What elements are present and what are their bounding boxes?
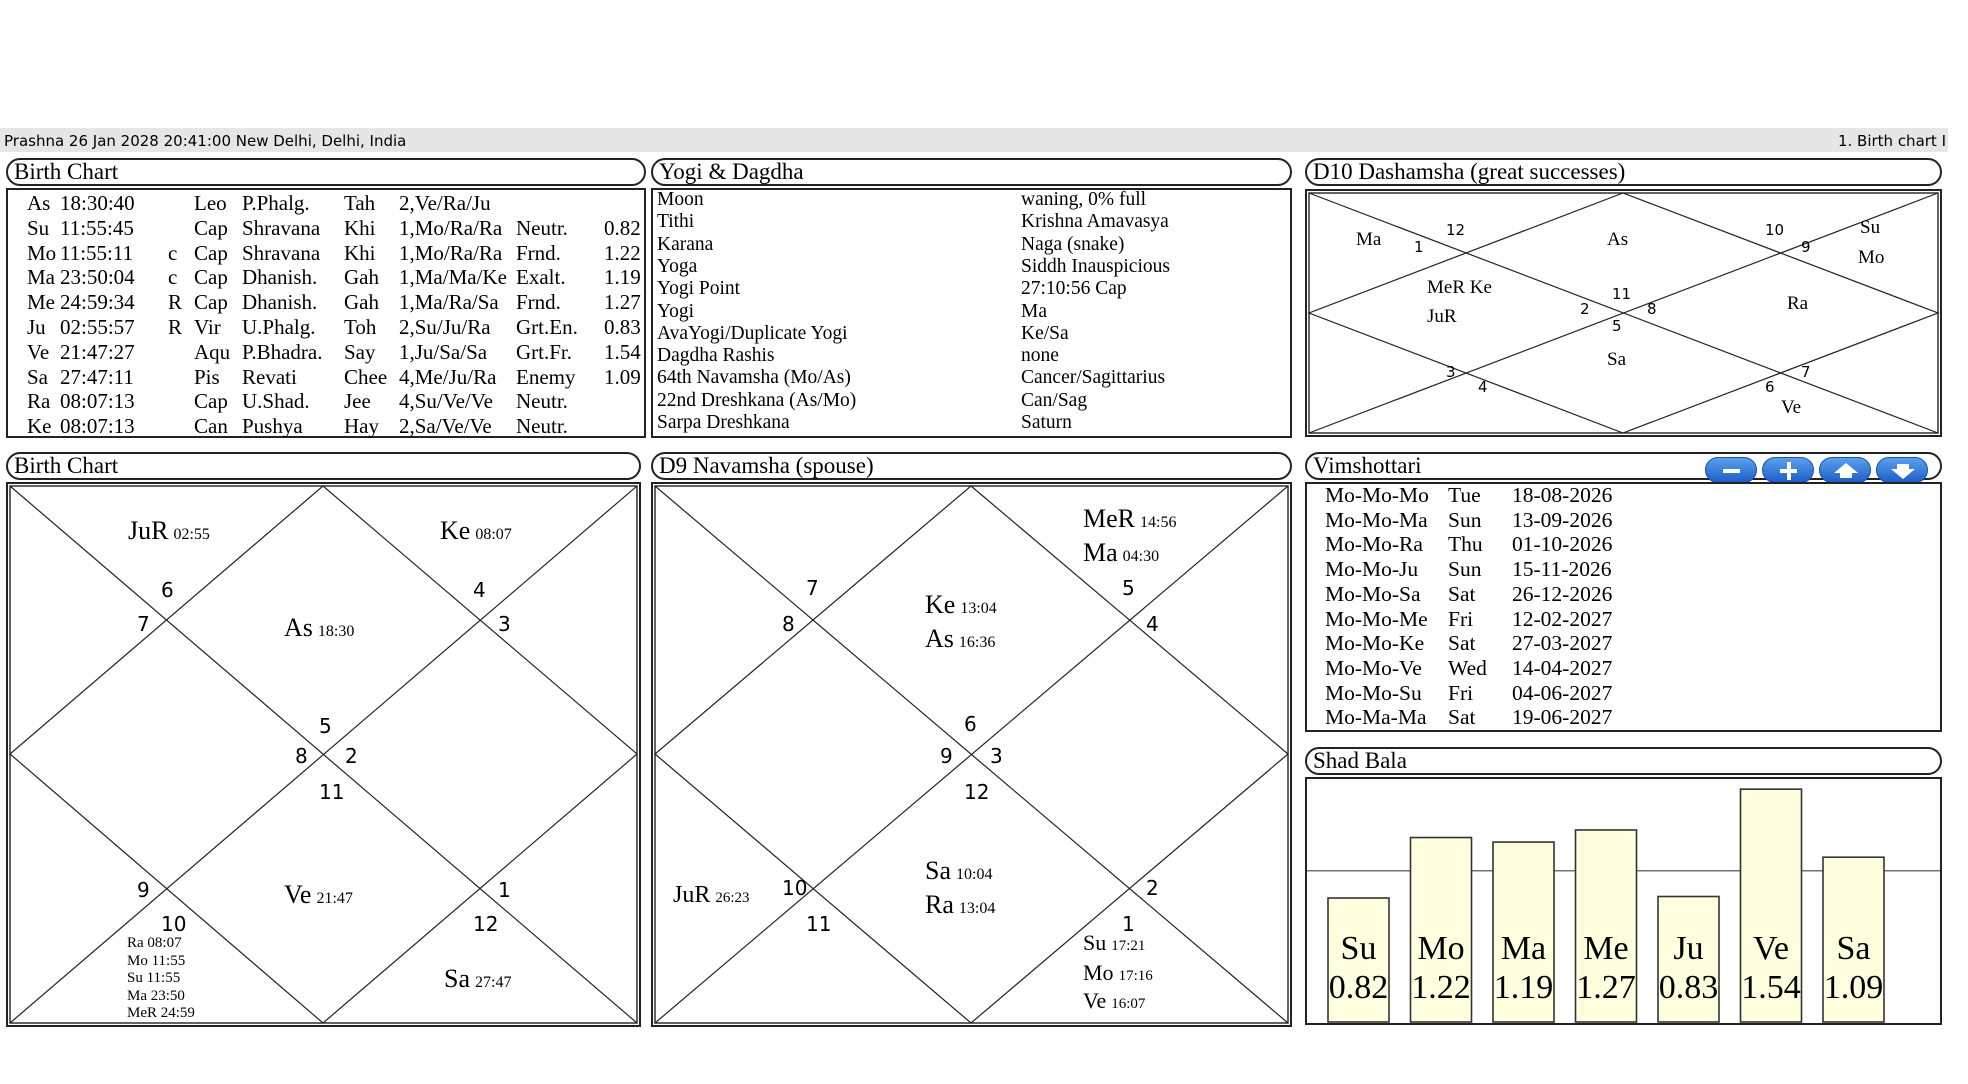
- planet-position: [444, 964, 511, 994]
- planet-cell-pad: Khi: [344, 240, 376, 265]
- planet-cell-pad: Tah: [344, 191, 376, 215]
- planet-cell-nak: Pushya: [242, 414, 303, 439]
- birth-table-title[interactable]: Birth Chart: [6, 158, 646, 186]
- house-number: 10: [161, 912, 187, 936]
- house-number: 7: [806, 576, 819, 600]
- planet-position: [673, 882, 750, 909]
- house-number: 3: [1446, 363, 1456, 381]
- chart-info-text: Prashna 26 Jan 2028 20:41:00 New Delhi, Delhi, India: [4, 132, 407, 150]
- house-number: 4: [1478, 378, 1488, 396]
- planet-cell-rel: Frnd.: [516, 290, 561, 315]
- small-planet-label: Su 11:55: [127, 970, 181, 986]
- planet-cell-nak: Shravana: [242, 215, 321, 240]
- planet-cell-nak: U.Phalg.: [242, 315, 316, 339]
- planet-position: [925, 890, 995, 920]
- planet-name: Su: [1083, 930, 1107, 955]
- small-planet-label: Ra 08:07: [127, 935, 182, 951]
- dasha-day: Sat: [1448, 581, 1476, 606]
- arrow-up-icon: [1820, 458, 1872, 484]
- planet-degree: 17:16: [1118, 968, 1153, 984]
- planet-cell-lords: 2,Sa/Ve/Ve: [399, 414, 492, 439]
- dasha-period[interactable]: Mo-Mo-Ma: [1325, 507, 1428, 532]
- bar-value-label: 1.19: [1493, 969, 1554, 1006]
- house-number: 12: [964, 780, 990, 804]
- planet-degree: 17:21: [1111, 938, 1146, 954]
- planet-cell-pl: Su: [27, 215, 50, 240]
- planet-cell-nak: Shravana: [242, 240, 321, 265]
- house-number: 8: [1647, 300, 1657, 318]
- planet-cell-pl: Me: [27, 290, 55, 315]
- dasha-date: 04-06-2027: [1512, 680, 1613, 705]
- birth-chart-title[interactable]: Birth Chart: [6, 452, 641, 480]
- bar-category-label: Ju: [1673, 930, 1704, 967]
- dasha-day: Fri: [1448, 680, 1474, 705]
- bar-value-label: 1.27: [1576, 969, 1636, 1006]
- d10-chart[interactable]: [1305, 189, 1942, 437]
- house-number: 9: [1801, 238, 1811, 256]
- planet-cell-deg: 11:55:45: [60, 215, 134, 240]
- planet-position: [284, 613, 354, 643]
- planet-degree: 13:04: [960, 600, 997, 617]
- planet-cell-lords: 4,Su/Ve/Ve: [399, 389, 493, 414]
- planet-name: Ke: [925, 590, 956, 619]
- yogi-value: Siddh Inauspicious: [1021, 255, 1170, 277]
- planet-name: MeR: [1083, 504, 1135, 533]
- planet-position: [925, 590, 997, 620]
- planet-cell-rel: Enemy: [516, 364, 576, 389]
- planet-cell-deg: 08:07:13: [60, 414, 135, 439]
- planet-degree: 16:36: [958, 634, 996, 651]
- small-planet-label: MeR 24:59: [127, 1005, 195, 1021]
- yogi-value: Ke/Sa: [1021, 322, 1069, 344]
- vimshottari-title[interactable]: Vimshottari: [1305, 452, 1942, 480]
- yogi-value: none: [1021, 345, 1059, 367]
- house-number: 12: [473, 912, 499, 936]
- planet-degree: 21:47: [316, 890, 353, 907]
- planet-position: [1083, 988, 1145, 1014]
- house-number: 10: [1765, 221, 1785, 239]
- house-number: 1: [1122, 912, 1135, 936]
- planet-cell-lords: 4,Me/Ju/Ra: [399, 364, 497, 389]
- house-number: 4: [1146, 612, 1159, 636]
- yogi-value: Can/Sag: [1021, 389, 1088, 411]
- planet-position: [1083, 930, 1145, 956]
- bar-value-label: 1.54: [1741, 969, 1801, 1006]
- dasha-period[interactable]: Mo-Mo-Ke: [1325, 631, 1425, 656]
- birth-chart-lines: [8, 484, 639, 1025]
- house-number: 4: [473, 578, 486, 602]
- planet-cell-sign: Vir: [194, 315, 221, 339]
- dasha-period[interactable]: Mo-Mo-Su: [1325, 680, 1422, 705]
- house-number: 2: [1580, 300, 1590, 318]
- planet-degree: 13:04: [958, 900, 996, 917]
- planet-cell-sb: 1.27: [604, 290, 641, 315]
- birth-chart[interactable]: [6, 482, 641, 1027]
- planet-label: As: [1607, 229, 1629, 250]
- planet-name: Mo: [1083, 960, 1114, 985]
- planet-cell-nak: P.Bhadra.: [242, 339, 323, 364]
- yogi-value: Saturn: [1021, 412, 1072, 433]
- d10-title[interactable]: D10 Dashamsha (great successes): [1305, 158, 1942, 186]
- planet-cell-pad: Gah: [344, 265, 379, 290]
- plus-icon: [1763, 458, 1815, 484]
- planet-name: As: [925, 624, 954, 653]
- planet-cell-deg: 02:55:57: [60, 315, 135, 339]
- planet-cell-pl: Ra: [27, 389, 51, 414]
- planet-cell-flag: R: [168, 315, 183, 339]
- planet-cell-nak: Dhanish.: [242, 265, 318, 290]
- yogi-key: Yogi: [657, 300, 695, 322]
- planet-degree: 18:30: [317, 623, 355, 640]
- dasha-period[interactable]: Mo-Mo-Sa: [1325, 581, 1421, 606]
- planet-cell-pad: Say: [344, 339, 376, 364]
- planet-cell-sign: Leo: [194, 191, 227, 215]
- status-bar: [0, 128, 1948, 152]
- planet-position: [128, 516, 210, 546]
- planet-label: Mo: [1858, 247, 1885, 268]
- planet-degree: 10:04: [956, 866, 993, 883]
- bar-category-label: Me: [1583, 930, 1629, 967]
- d9-title[interactable]: D9 Navamsha (spouse): [651, 452, 1292, 480]
- house-number: 12: [1446, 221, 1466, 239]
- planet-name: Sa: [925, 856, 951, 885]
- house-number: 3: [498, 612, 511, 636]
- dasha-day: Fri: [1448, 606, 1474, 631]
- dasha-date: 26-12-2026: [1512, 581, 1613, 606]
- planet-label: Ve: [1781, 397, 1802, 418]
- planet-cell-flag: c: [168, 265, 178, 290]
- house-number: 7: [137, 612, 150, 636]
- planet-position: [440, 516, 512, 546]
- planet-cell-pad: Toh: [344, 315, 377, 339]
- bar-category-label: Ma: [1500, 930, 1547, 967]
- chart-page-label[interactable]: 1. Birth chart I: [1837, 132, 1946, 150]
- dasha-date: 14-04-2027: [1512, 655, 1613, 680]
- yogi-value: Ma: [1021, 300, 1047, 322]
- planet-label: Ra: [1787, 293, 1809, 314]
- planet-cell-pl: Ve: [27, 339, 50, 364]
- bar-category-label: Su: [1340, 930, 1377, 967]
- bar-category-label: Sa: [1836, 930, 1871, 967]
- planet-cell-pl: Mo: [27, 240, 57, 265]
- yogi-value: 27:10:56 Cap: [1021, 278, 1127, 300]
- planet-degree: 04:30: [1122, 548, 1160, 565]
- planet-cell-deg: 08:07:13: [60, 389, 135, 414]
- planet-table: [6, 188, 646, 438]
- planet-degree: 27:47: [475, 974, 512, 991]
- planet-cell-rel: Grt.En.: [516, 315, 578, 339]
- dasha-date: 18-08-2026: [1512, 483, 1613, 507]
- planet-cell-sign: Can: [194, 414, 228, 439]
- yogi-key: Dagdha Rashis: [657, 345, 775, 367]
- yogi-value: waning, 0% full: [1021, 189, 1147, 210]
- shad-bala-svg: [1307, 779, 1940, 1023]
- bar-value-label: 1.09: [1823, 969, 1884, 1006]
- yogi-table: [651, 188, 1292, 438]
- planet-position: [1083, 538, 1159, 568]
- planet-cell-nak: P.Phalg.: [242, 191, 310, 215]
- yogi-value: Naga (snake): [1021, 233, 1125, 255]
- dasha-date: 12-02-2027: [1512, 606, 1613, 631]
- house-number: 8: [782, 612, 795, 636]
- house-number: 6: [161, 578, 174, 602]
- house-number: 10: [782, 876, 808, 900]
- planet-cell-deg: 18:30:40: [60, 191, 135, 215]
- planet-cell-rel: Grt.Fr.: [516, 339, 573, 364]
- house-number: 1: [498, 878, 511, 902]
- planet-name: JuR: [128, 516, 169, 545]
- dasha-date: 13-09-2026: [1512, 507, 1613, 532]
- planet-cell-lords: 1,Ju/Sa/Sa: [399, 339, 488, 364]
- house-number: 5: [1612, 317, 1622, 335]
- bar-value-label: 0.83: [1658, 969, 1719, 1006]
- minus-icon: [1706, 458, 1758, 484]
- bar-value-label: 1.22: [1411, 969, 1471, 1006]
- dasha-day: Sun: [1448, 507, 1482, 532]
- scroll-up-button[interactable]: [1819, 457, 1871, 483]
- planet-cell-nak: Dhanish.: [242, 290, 318, 315]
- planet-cell-deg: 24:59:34: [60, 290, 135, 315]
- dasha-date: 19-06-2027: [1512, 705, 1613, 730]
- yogi-dagdha-title[interactable]: Yogi & Dagdha: [651, 158, 1292, 186]
- d9-chart-lines: [653, 484, 1290, 1025]
- house-number: 5: [319, 714, 332, 738]
- panel-separator: [642, 750, 651, 1020]
- small-planet-label: Ma 23:50: [127, 987, 185, 1004]
- planet-cell-deg: 11:55:11: [60, 240, 134, 265]
- planet-cell-rel: Neutr.: [516, 389, 568, 414]
- planet-cell-deg: 27:47:11: [60, 364, 134, 389]
- planet-cell-lords: 2,Ve/Ra/Ju: [399, 191, 491, 215]
- yogi-key: Tithi: [657, 211, 695, 233]
- minus-button[interactable]: [1705, 457, 1757, 483]
- house-number: 3: [990, 744, 1003, 768]
- dasha-day: Sun: [1448, 557, 1482, 582]
- planet-cell-lords: 2,Su/Ju/Ra: [399, 315, 491, 339]
- vimshottari-list[interactable]: [1305, 482, 1942, 732]
- arrow-down-icon: [1877, 458, 1929, 484]
- planet-position: [925, 856, 992, 886]
- dasha-period[interactable]: Mo-Mo-Ve: [1325, 655, 1422, 680]
- planet-cell-sign: Cap: [194, 290, 228, 315]
- planet-name: Ve: [1083, 988, 1107, 1013]
- planet-name: Ve: [284, 880, 312, 909]
- dasha-period[interactable]: Mo-Mo-Ra: [1325, 532, 1423, 557]
- yogi-key: Yogi Point: [657, 278, 741, 300]
- house-number: 11: [1612, 285, 1632, 303]
- dasha-date: 01-10-2026: [1512, 532, 1613, 557]
- planet-cell-pad: Khi: [344, 215, 376, 240]
- dasha-period[interactable]: Mo-Mo-Ju: [1325, 557, 1419, 582]
- bar-category-label: Ve: [1753, 930, 1789, 967]
- planet-cell-pad: Gah: [344, 290, 379, 315]
- planet-cell-pl: As: [27, 191, 51, 215]
- planet-cell-sign: Pis: [194, 364, 220, 389]
- yogi-value: Cancer/Sagittarius: [1021, 367, 1166, 389]
- planet-cell-lords: 1,Mo/Ra/Ra: [399, 215, 503, 240]
- planet-name: JuR: [673, 882, 711, 908]
- planet-degree: 16:07: [1111, 996, 1146, 1012]
- planet-cell-sign: Aqu: [194, 339, 231, 364]
- planet-name: Ke: [440, 516, 471, 545]
- dasha-day: Wed: [1448, 655, 1487, 680]
- small-planet-label: Mo 11:55: [127, 952, 186, 969]
- dasha-date: 27-03-2027: [1512, 631, 1613, 656]
- dasha-period[interactable]: Mo-Ma-Ma: [1325, 705, 1427, 730]
- planet-label: Su: [1860, 217, 1881, 238]
- planet-cell-lords: 1,Ma/Ma/Ke: [399, 265, 507, 290]
- planet-cell-pl: Ke: [27, 414, 52, 439]
- yogi-key: 64th Navamsha (Mo/As): [657, 367, 851, 389]
- yogi-key: Moon: [657, 189, 704, 210]
- house-number: 6: [964, 712, 977, 736]
- dasha-date: 15-11-2026: [1512, 557, 1612, 582]
- yogi-value: Krishna Amavasya: [1021, 211, 1169, 233]
- planet-cell-sign: Cap: [194, 389, 228, 414]
- planet-cell-sign: Cap: [194, 240, 228, 265]
- planet-degree: 26:23: [715, 890, 750, 906]
- house-number: 2: [1146, 876, 1159, 900]
- planet-position: [1083, 504, 1176, 534]
- planet-cell-deg: 23:50:04: [60, 265, 135, 290]
- planet-cell-pad: Hay: [344, 414, 379, 439]
- planet-cell-sb: 1.54: [604, 339, 641, 364]
- bar-category-label: Mo: [1417, 930, 1465, 967]
- planet-degree: 08:07: [475, 526, 512, 543]
- planet-cell-pl: Ju: [27, 315, 46, 339]
- planet-cell-pl: Sa: [27, 364, 48, 389]
- dasha-day: Thu: [1448, 532, 1483, 557]
- planet-name: As: [284, 613, 313, 642]
- dasha-period[interactable]: Mo-Mo-Mo: [1325, 483, 1429, 507]
- d10-chart-lines: [1307, 191, 1940, 435]
- dasha-day: Sat: [1448, 705, 1476, 730]
- planet-cell-flag: R: [168, 290, 183, 315]
- house-number: 9: [137, 878, 150, 902]
- house-number: 6: [1765, 378, 1775, 396]
- dasha-day: Tue: [1448, 483, 1481, 507]
- planet-cell-sb: 1.22: [604, 240, 641, 265]
- planet-position: [1083, 960, 1153, 986]
- dasha-day: Sat: [1448, 631, 1476, 656]
- planet-name: Ma: [1083, 538, 1118, 567]
- shad-bala-chart: [1305, 777, 1942, 1025]
- shad-bala-title[interactable]: Shad Bala: [1305, 747, 1942, 775]
- planet-cell-nak: Revati: [242, 364, 297, 389]
- planet-cell-sign: Cap: [194, 215, 228, 240]
- house-number: 1: [1414, 238, 1424, 256]
- planet-cell-pad: Jee: [344, 389, 371, 414]
- planet-degree: 02:55: [173, 526, 210, 543]
- planet-label: JuR: [1427, 306, 1457, 327]
- planet-cell-lords: 1,Mo/Ra/Ra: [399, 240, 503, 265]
- planet-degree: 14:56: [1140, 514, 1177, 531]
- planet-position: [284, 880, 353, 910]
- yogi-key: 22nd Dreshkana (As/Mo): [657, 389, 857, 411]
- planet-cell-rel: Frnd.: [516, 240, 561, 265]
- plus-button[interactable]: [1762, 457, 1814, 483]
- planet-cell-pad: Chee: [344, 364, 388, 389]
- planet-label: MeR Ke: [1427, 277, 1492, 298]
- house-number: 8: [295, 744, 308, 768]
- house-number: 9: [940, 744, 953, 768]
- planet-cell-nak: U.Shad.: [242, 389, 310, 414]
- planet-cell-rel: Neutr.: [516, 414, 568, 439]
- planet-label: Sa: [1607, 349, 1626, 370]
- dasha-period[interactable]: Mo-Mo-Me: [1325, 606, 1428, 631]
- house-number: 2: [345, 744, 358, 768]
- planet-cell-pl: Ma: [27, 265, 55, 290]
- house-number: 11: [319, 780, 345, 804]
- house-number: 11: [806, 912, 832, 936]
- planet-cell-rel: Neutr.: [516, 215, 568, 240]
- planet-label: Ma: [1356, 229, 1382, 250]
- planet-cell-deg: 21:47:27: [60, 339, 135, 364]
- planet-cell-rel: Exalt.: [516, 265, 566, 290]
- house-number: 7: [1801, 363, 1811, 381]
- planet-cell-sign: Cap: [194, 265, 228, 290]
- planet-cell-lords: 1,Ma/Ra/Sa: [399, 290, 499, 315]
- planet-cell-sb: 0.83: [604, 315, 641, 339]
- planet-cell-flag: c: [168, 240, 178, 265]
- planet-name: Ra: [925, 890, 954, 919]
- bar-value-label: 0.82: [1328, 969, 1389, 1006]
- house-number: 5: [1122, 576, 1135, 600]
- yogi-key: Sarpa Dreshkana: [657, 412, 790, 433]
- yogi-key: Yoga: [657, 255, 698, 277]
- d9-chart[interactable]: [651, 482, 1292, 1027]
- planet-cell-sb: 1.09: [604, 364, 641, 389]
- scroll-down-button[interactable]: [1876, 457, 1928, 483]
- planet-cell-sb: 1.19: [604, 265, 641, 290]
- planet-cell-sb: 0.82: [604, 215, 641, 240]
- planet-name: Sa: [444, 964, 470, 993]
- yogi-key: AvaYogi/Duplicate Yogi: [657, 322, 848, 344]
- yogi-key: Karana: [657, 233, 714, 255]
- planet-position: [925, 624, 995, 654]
